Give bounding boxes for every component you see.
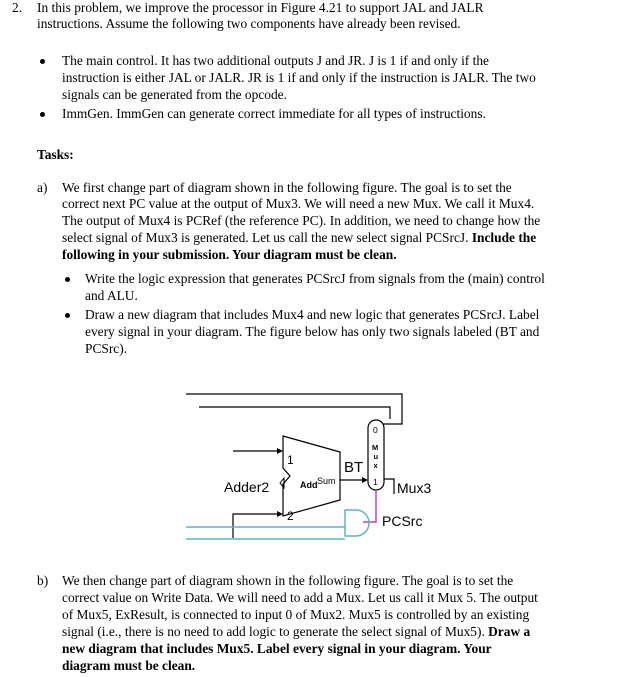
sub-bullet-1-line-1: Write the logic expression that generates PCSrcJ from signals from the (main) control <box>85 271 545 286</box>
problem-number: 2. <box>12 0 23 15</box>
mux3-label: Mux3 <box>397 480 432 496</box>
pcsrc-label: PCSrc <box>382 513 423 529</box>
sub-bullet-2-line-1: Draw a new diagram that includes Mux4 and new logic that generates PCSrcJ. Label <box>85 307 540 322</box>
mux3-in0: 0 <box>373 425 378 435</box>
bullet-1-line-3: signals can be generated from the opcode. <box>62 87 287 102</box>
task-b-line-5: new diagram that includes Mux5. Label every signal in your diagram. Your <box>62 641 492 656</box>
adder-input1-arrow <box>277 448 283 454</box>
mux3-letter-u: u <box>373 452 379 461</box>
mux3-in1: 1 <box>373 477 378 487</box>
task-a-line-5: following in your submission. Your diagram must be clean. <box>62 247 397 262</box>
task-a-line-4-normal: select signal of Mux3 is generated. Let us call the new select signal PCSrcJ. <box>62 230 472 245</box>
mux3-output-wire <box>384 479 394 494</box>
adder-input2-label: 2 <box>287 509 294 523</box>
mux3-letter-m: M <box>372 443 379 452</box>
task-a-line-1: We first change part of diagram shown in the following figure. The goal is to set the <box>62 180 512 195</box>
bt-label: BT <box>344 459 364 476</box>
adder-sum-text: Sum <box>317 476 336 486</box>
adder-input2-arrow <box>277 511 283 517</box>
task-b-line-1: We then change part of diagram shown in the following figure. The goal is to set the <box>62 573 514 588</box>
task-a-line-2: correct next PC value at the output of Mux3. We will need a new Mux. We call it Mux4. <box>62 196 535 211</box>
tasks-heading: Tasks: <box>37 147 74 162</box>
sum-output-arrow <box>362 477 368 483</box>
top-wires <box>186 394 402 427</box>
bullet-1-line-2: instruction is either JAL or JALR. JR is 1 if and only if the instruction is JALR. The two <box>62 70 536 85</box>
bullet-2-line-1: ImmGen. ImmGen can generate correct immediate for all types of instructions. <box>62 106 486 121</box>
adder-add-text: Add <box>300 480 318 490</box>
pcsrc-wire <box>363 490 376 522</box>
adder-input2-wire <box>233 514 278 538</box>
adder-label: Adder2 <box>224 479 270 495</box>
top-wire-outer <box>186 394 402 424</box>
sub-bullet-1-line-2: and ALU. <box>85 288 138 303</box>
intro-line-1: In this problem, we improve the processor in Figure 4.21 to support JAL and JALR <box>37 0 484 15</box>
sub-bullet-2-line-3: PCSrc). <box>85 341 128 356</box>
task-b-line-4 <box>62 624 530 640</box>
sub-bullet-2-line-2: every signal in your diagram. The figure below has only two signals labeled (BT and <box>85 324 540 339</box>
adder-input1-label: 1 <box>287 453 294 467</box>
task-b-label: b) <box>37 573 49 588</box>
task-b-line-6: diagram must be clean. <box>62 658 196 673</box>
top-wire-inner <box>199 407 390 419</box>
intro-line-2: instructions. Assume the following two components have already been revised. <box>37 16 461 31</box>
and-gate <box>345 510 369 536</box>
bullet-1-line-1: The main control. It has two additional outputs J and JR. J is 1 if and only if the <box>62 53 489 68</box>
task-a-line-4-bold: Include the <box>471 230 537 245</box>
mux3-letter-x: x <box>373 461 378 470</box>
task-b-line-2: correct value on Write Data. We will need to add a Mux. Let us call it Mux 5. The output <box>62 590 538 605</box>
task-a-label: a) <box>37 180 48 195</box>
task-b-line-4-bold: Draw a <box>488 624 531 639</box>
task-b-line-3: of Mux5, ExResult, is connected to input 0 of Mux2. Mux5 is controlled by an existing <box>62 607 530 622</box>
task-b-line-4-normal: signal (i.e., there is no need to add logic to generate the select signal of Mux5). <box>62 624 489 639</box>
task-a-line-3: The output of Mux4 is PCRef (the reference PC). In addition, we need to change how the <box>62 213 541 228</box>
